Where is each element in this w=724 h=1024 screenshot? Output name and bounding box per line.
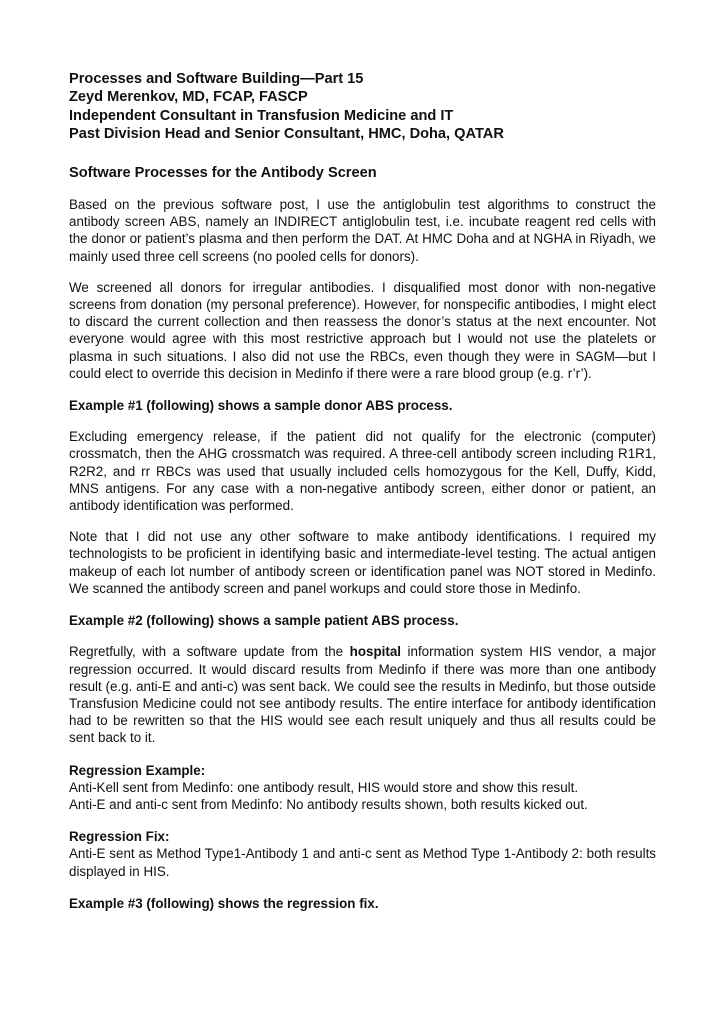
paragraph-regression-start: Regretfully, with a software update from the (69, 644, 350, 660)
paragraph-intro: Based on the previous software post, I use the antiglobulin test algorithms to construct the antibody screen ABS, namely an INDIRECT antiglobulin test, i.e. incubate reagent red cells with the donor or patient’s plasma and then perform the DAT. At HMC Doha and at NGHA in Riyadh, we mainly used three cell screens (no pooled cells for donors). (69, 197, 656, 264)
paragraph-donor-screening: We screened all donors for irregular antibodies. I disqualified most donor with non-negative screens from donation (my personal preference). However, for nonspecific antibodies, I might elect to discard the current collection and then reassess the donor’s status at the next encounter. Not everyone would agree with this most restrictive approach but I would not use the platelets or plasma in such situations. I also did not use the RBCs, even though they were in SAGM—but I could elect to override this decision in Medinfo if there were a rare blood group (e.g. r’r’). (69, 279, 656, 381)
paragraph-regression (69, 643, 656, 746)
paragraph-crossmatch: Excluding emergency release, if the patient did not qualify for the electronic (computer) crossmatch, then the AHG crossmatch was required. A three-cell antibody screen including R1R1, R2R2, and rr RBCs was used that usually included cells homozygous for the Kell, Duffy, Kidd, MNS antigens. For any case with a non-negative antibody screen, either donor or patient, an antibody identification was performed. (69, 429, 656, 514)
regression-fix-text: Anti-E sent as Method Type1-Antibody 1 and anti-c sent as Method Type 1-Antibody 2: both results displayed in HIS. (69, 846, 656, 879)
regression-example-line-2: Anti-E and anti-c sent from Medinfo: No antibody results shown, both results kicked out. (69, 796, 588, 812)
regression-example-line-1: Anti-Kell sent from Medinfo: one antibody result, HIS would store and show this result. (69, 779, 579, 795)
regression-example-heading: Regression Example: (69, 762, 206, 778)
author-name: Zeyd Merenkov, MD, FCAP, FASCP (69, 89, 308, 106)
author-past-role: Past Division Head and Senior Consultant, HMC, Doha, QATAR (69, 126, 504, 143)
example-3-caption: Example #3 (following) shows the regression fix. (69, 895, 379, 911)
paragraph-identification: Note that I did not use any other software to make antibody identifications. I required my technologists to be proficient in identifying basic and intermediate-level testing. The actual antigen makeup of each lot number of antibody screen or identification panel was NOT stored in Medinfo. We scanned the antibody screen and panel workups and could store those in Medinfo. (69, 529, 656, 596)
paragraph-regression-end: information system HIS vendor, a major regression occurred. It would discard results from Medinfo if there was more than one antibody result (e.g. anti-E and anti-c) was sent back. We could see the results in Medinfo, but those outside Transfusion Medicine could not see antibody results. The entire interface for antibody identification had to be rewritten so that the HIS would see each result uniquely and thus all results could be sent back to it. (69, 644, 656, 746)
regression-fix-heading: Regression Fix: (69, 829, 170, 845)
author-role: Independent Consultant in Transfusion Medicine and IT (69, 107, 454, 124)
document-page (69, 70, 656, 912)
example-2-caption: Example #2 (following) shows a sample patient ABS process. (69, 613, 459, 629)
section-title: Software Processes for the Antibody Screen (69, 164, 377, 181)
document-title: Processes and Software Building—Part 15 (69, 71, 364, 87)
example-1-caption: Example #1 (following) shows a sample donor ABS process. (69, 398, 453, 414)
paragraph-regression-bold: hospital (349, 644, 401, 660)
